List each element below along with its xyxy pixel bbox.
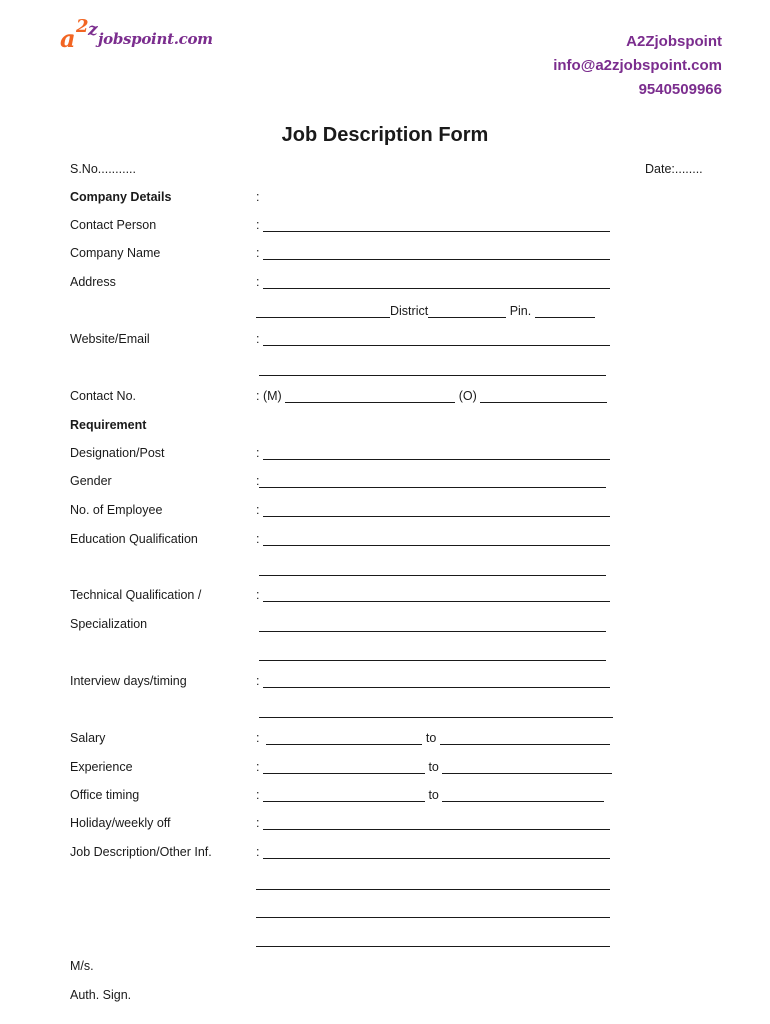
no-employee-field[interactable]: : xyxy=(256,501,610,517)
experience-field[interactable]: : to xyxy=(256,758,612,774)
company-name-header: A2Zjobspoint xyxy=(626,33,722,50)
address-district-pin-field[interactable]: District Pin. xyxy=(256,302,595,318)
date-label: Date:........ xyxy=(645,162,703,176)
company-name-field[interactable]: : xyxy=(256,244,610,260)
experience-label: Experience xyxy=(70,760,133,774)
interview-field-2[interactable] xyxy=(259,702,613,718)
address-field[interactable]: : xyxy=(256,273,610,289)
education-label: Education Qualification xyxy=(70,532,198,546)
job-description-field-2[interactable] xyxy=(256,874,610,890)
technical-label: Technical Qualification / xyxy=(70,588,202,602)
ms-label: M/s. xyxy=(70,959,94,973)
contact-person-field[interactable]: : xyxy=(256,216,610,232)
holiday-label: Holiday/weekly off xyxy=(70,816,171,830)
phone-header: 9540509966 xyxy=(638,81,722,98)
no-employee-label: No. of Employee xyxy=(70,503,163,517)
website-email-label: Website/Email xyxy=(70,332,150,346)
website-email-field[interactable]: : xyxy=(256,330,610,346)
designation-field[interactable]: : xyxy=(256,444,610,460)
education-field[interactable]: : xyxy=(256,530,610,546)
interview-field[interactable]: : xyxy=(256,672,610,688)
job-description-label: Job Description/Other Inf. xyxy=(70,845,212,859)
interview-label: Interview days/timing xyxy=(70,674,187,688)
contact-person-label: Contact Person xyxy=(70,218,157,232)
job-description-field-4[interactable] xyxy=(256,931,610,947)
section-company-details: Company Details xyxy=(70,190,172,204)
job-description-field-3[interactable] xyxy=(256,902,610,918)
designation-label: Designation/Post xyxy=(70,446,165,460)
website-email-field-2[interactable] xyxy=(259,360,606,376)
technical-field[interactable]: : xyxy=(256,586,610,602)
contact-no-label: Contact No. xyxy=(70,389,137,403)
auth-sign-label: Auth. Sign. xyxy=(70,988,132,1002)
page-title: Job Description Form xyxy=(281,124,489,146)
office-timing-field[interactable]: : to xyxy=(256,786,604,802)
technical-field-2[interactable] xyxy=(259,616,606,632)
job-description-field[interactable]: : xyxy=(256,843,610,859)
logo: a 2 z jobspoint.com xyxy=(60,16,213,53)
specialization-label: Specialization xyxy=(70,617,148,631)
gender-field[interactable]: : xyxy=(256,472,606,488)
office-timing-label: Office timing xyxy=(70,788,140,802)
company-details-colon: : xyxy=(256,190,260,204)
sno-label: S.No........... xyxy=(70,162,136,176)
gender-label: Gender xyxy=(70,474,112,488)
email-header: info@a2zjobspoint.com xyxy=(553,57,722,74)
technical-field-3[interactable] xyxy=(259,645,606,661)
holiday-field[interactable]: : xyxy=(256,814,610,830)
section-requirement: Requirement xyxy=(70,418,147,432)
company-name-label: Company Name xyxy=(70,246,161,260)
contact-no-field[interactable]: : (M) (O) xyxy=(256,387,607,403)
education-field-2[interactable] xyxy=(259,560,606,576)
salary-label: Salary xyxy=(70,731,106,745)
salary-field[interactable]: : to xyxy=(256,729,610,745)
address-label: Address xyxy=(70,275,116,289)
